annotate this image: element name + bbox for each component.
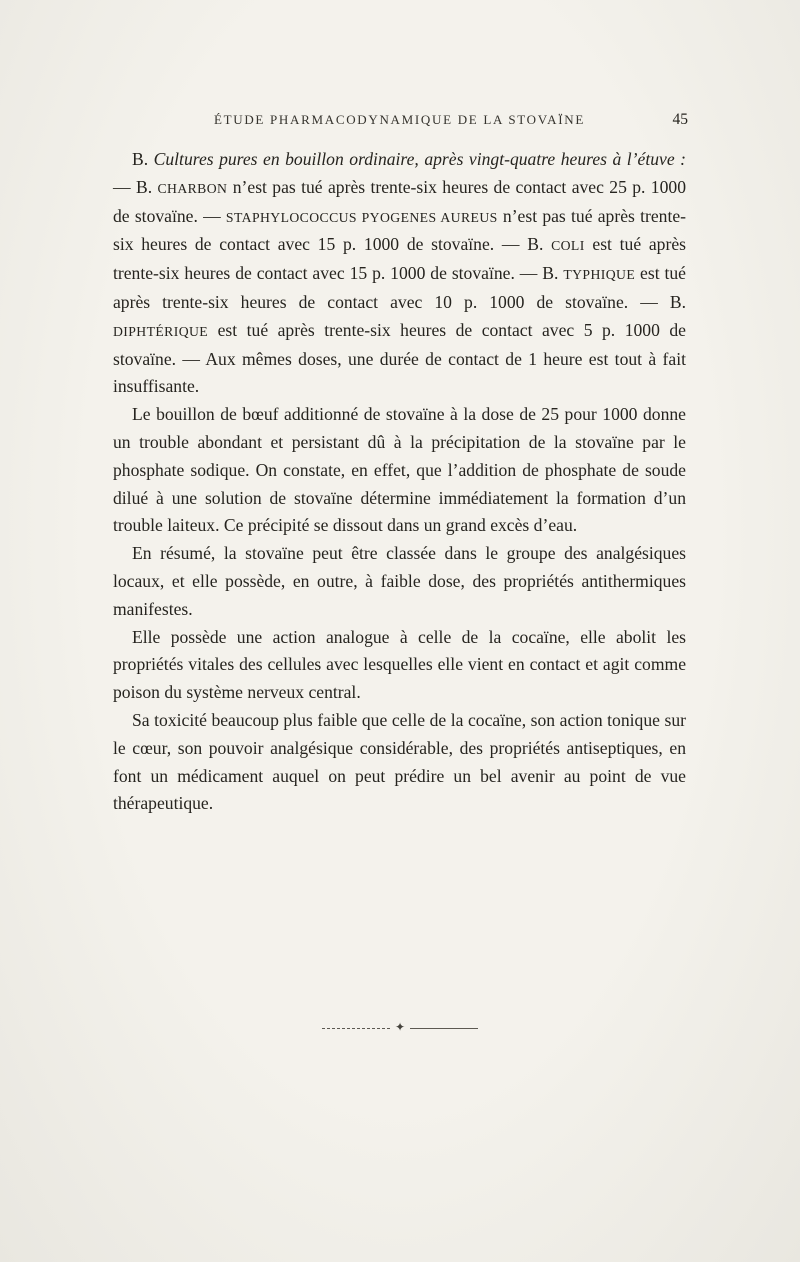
text-run: Le bouillon de bœuf additionné de stovaïne à la dose de 25 pour 1000 donne un trouble abondant et persistant dû à la précipitation de la stovaïne par le phosphate sodique. On constate, en effet, que l’addition de phosphate de soude dilué à une solution de stovaïne détermine immédiatement la formation d’un trouble laiteux. Ce précipité se dissout dans un grand excès d’eau. (113, 404, 686, 536)
text-run: est tué après trente-six heures de contact avec 15 p. 1000 de stovaïne. — B. (113, 234, 686, 284)
section-divider (0, 1022, 800, 1034)
paragraph-action (113, 624, 686, 707)
text-run: est tué après trente-six heures de contact avec 10 p. 1000 de stovaïne. — B. (113, 263, 686, 312)
divider-rule-left (322, 1028, 390, 1029)
page-header (113, 112, 686, 134)
text-run: — B. (113, 176, 158, 197)
paragraph-resume (113, 540, 686, 623)
page-number: 45 (672, 111, 688, 128)
paragraph-toxicite (113, 707, 686, 818)
paragraph-bouillon (113, 401, 686, 540)
text-run: n’est pas tué après trente-six heures de contact avec 25 p. 1000 de stovaïne. — (113, 176, 686, 226)
text-run-smallcaps: COLI (551, 238, 585, 254)
running-title: ÉTUDE PHARMACODYNAMIQUE DE LA STOVAÏNE (213, 112, 586, 127)
text-run-smallcaps: DIPHTÉRIQUE (113, 323, 209, 339)
divider-rule-right (410, 1028, 478, 1029)
text-run-italic: Cultures pures en bouillon ordinaire, après vingt-quatre heures à l’étuve : (153, 149, 686, 169)
text-run: n’est pas tué après trente-six heures de contact avec 15 p. 1000 de stovaïne. — B. (113, 205, 686, 255)
text-run-smallcaps: TYPHIQUE (563, 267, 636, 283)
page-body (113, 146, 686, 818)
text-run-smallcaps: CHARBON (157, 180, 228, 196)
paragraph-cultures (113, 146, 686, 401)
divider-ornament-icon: ✦ (394, 1020, 406, 1034)
text-run: Sa toxicité beaucoup plus faible que celle de la cocaïne, son action tonique sur le cœur, son pouvoir analgésique considérable, des propriétés antiseptiques, en font un médicament auquel on peut prédire un bel avenir au point de vue thérapeutique. (113, 709, 686, 814)
text-run: B. (132, 149, 154, 169)
text-run: Elle possède une action analogue à celle de la cocaïne, elle abolit les propriétés vitales des cellules avec lesquelles elle vient en contact et agit comme poison du système nerveux central. (113, 626, 686, 703)
text-run: En résumé, la stovaïne peut être classée dans le groupe des analgésiques locaux, et elle possède, en outre, à faible dose, des propriétés antithermiques manifestes. (113, 543, 686, 619)
text-run: est tué après trente-six heures de contact avec 5 p. 1000 de stovaïne. — Aux mêmes doses, une durée de contact de 1 heure est tout à fait insuffisante. (113, 319, 686, 397)
text-run-smallcaps: STAPHYLOCOCCUS PYOGENES AUREUS (225, 209, 498, 225)
